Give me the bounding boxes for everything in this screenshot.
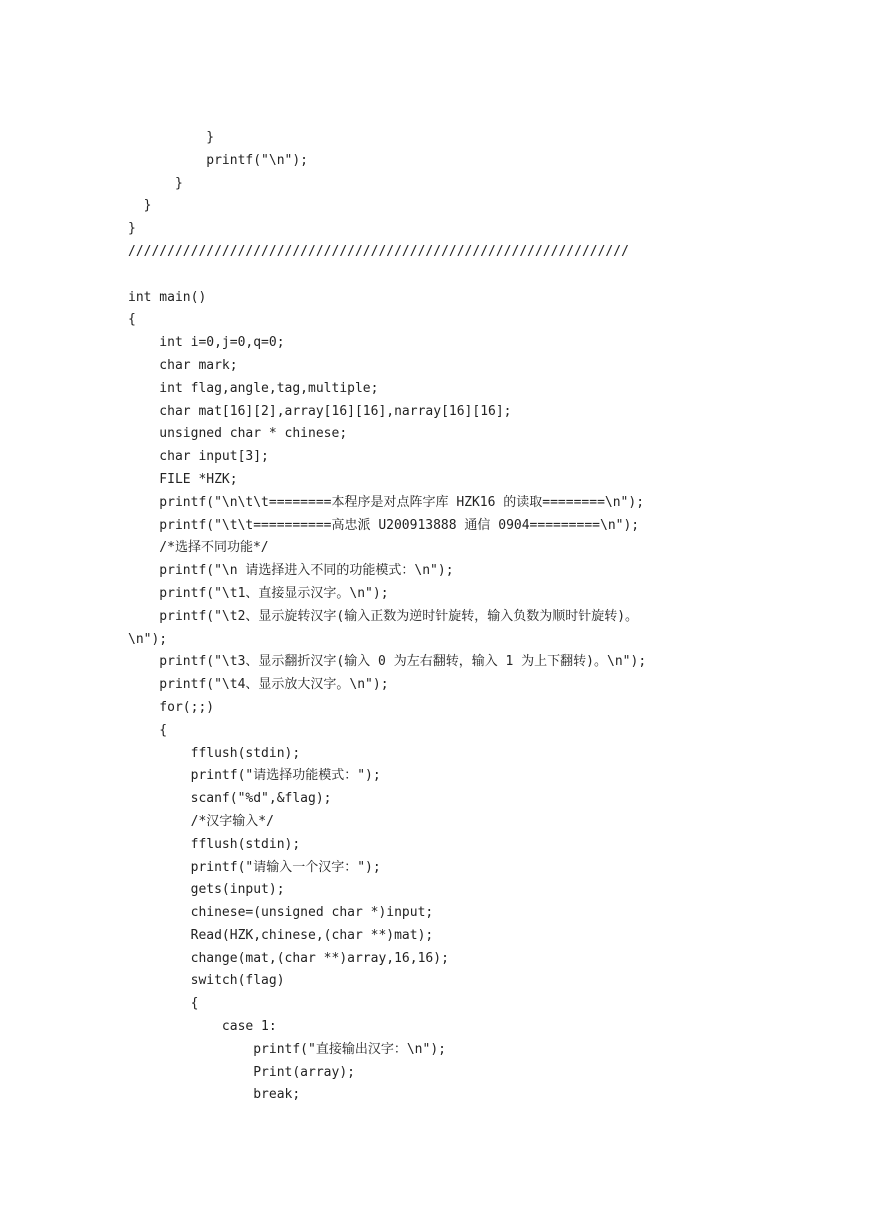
code-line: char mat[16][2],array[16][16],narray[16][16]; [128, 403, 512, 419]
code-line: printf("\t4、显示放大汉字。\n"); [128, 677, 389, 693]
code-line: scanf("%d",&flag); [128, 791, 332, 807]
code-line: FILE *HZK; [128, 471, 238, 487]
code-line: fflush(stdin); [128, 745, 301, 761]
code-line: printf("\n\t\t========本程序是对点阵字库 HZK16 的读取========\n"); [128, 494, 645, 510]
code-line: \n"); [128, 631, 168, 647]
code-line: } [128, 198, 152, 214]
code-line: fflush(stdin); [128, 836, 301, 852]
code-line: int flag,angle,tag,multiple; [128, 380, 379, 396]
code-line: Print(array); [128, 1064, 355, 1080]
code-line: } [128, 130, 215, 145]
code-line: gets(input); [128, 882, 285, 898]
code-line: { [128, 996, 199, 1012]
code-line: printf("\t3、显示翻折汉字(输入 0 为左右翻转，输入 1 为上下翻转)。\n"); [128, 654, 647, 670]
code-line: } [128, 221, 136, 237]
code-line: printf("\t\t==========高忠派 U200913888 通信 0904=========\n"); [128, 517, 640, 533]
code-line: unsigned char * chinese; [128, 426, 348, 442]
code-line: printf("\n"); [128, 152, 309, 168]
code-line: { [128, 722, 168, 738]
code-line: } [128, 175, 183, 191]
code-line: for(;;) [128, 699, 215, 715]
code-line: printf("\n 请选择进入不同的功能模式：\n"); [128, 563, 454, 579]
blank-line [128, 264, 848, 287]
code-line: case 1: [128, 1019, 277, 1035]
code-line: printf("\t1、直接显示汉字。\n"); [128, 585, 389, 601]
code-line: printf("\t2、显示旋转汉字(输入正数为逆时针旋转，输入负数为顺时针旋转)。 [128, 608, 639, 624]
separator-comment-line: //////////////////////////////////////////////////////////////// [128, 243, 629, 259]
code-line: { [128, 312, 136, 328]
main-function-signature: int main() [128, 289, 207, 305]
code-line: change(mat,(char **)array,16,16); [128, 950, 449, 966]
code-line: printf("请选择功能模式："); [128, 768, 381, 784]
code-block [128, 127, 848, 1107]
code-line: int i=0,j=0,q=0; [128, 335, 285, 351]
code-line: printf("请输入一个汉字："); [128, 859, 381, 875]
code-comment-line: /*汉字输入*/ [128, 813, 274, 829]
code-line: printf("直接输出汉字：\n"); [128, 1041, 446, 1057]
code-line: chinese=(unsigned char *)input; [128, 905, 434, 921]
code-line: char mark; [128, 357, 238, 373]
code-line: break; [128, 1087, 301, 1103]
code-comment-line: /*选择不同功能*/ [128, 540, 269, 556]
code-line: Read(HZK,chinese,(char **)mat); [128, 927, 434, 943]
code-line: switch(flag) [128, 973, 285, 989]
code-line: char input[3]; [128, 449, 269, 465]
